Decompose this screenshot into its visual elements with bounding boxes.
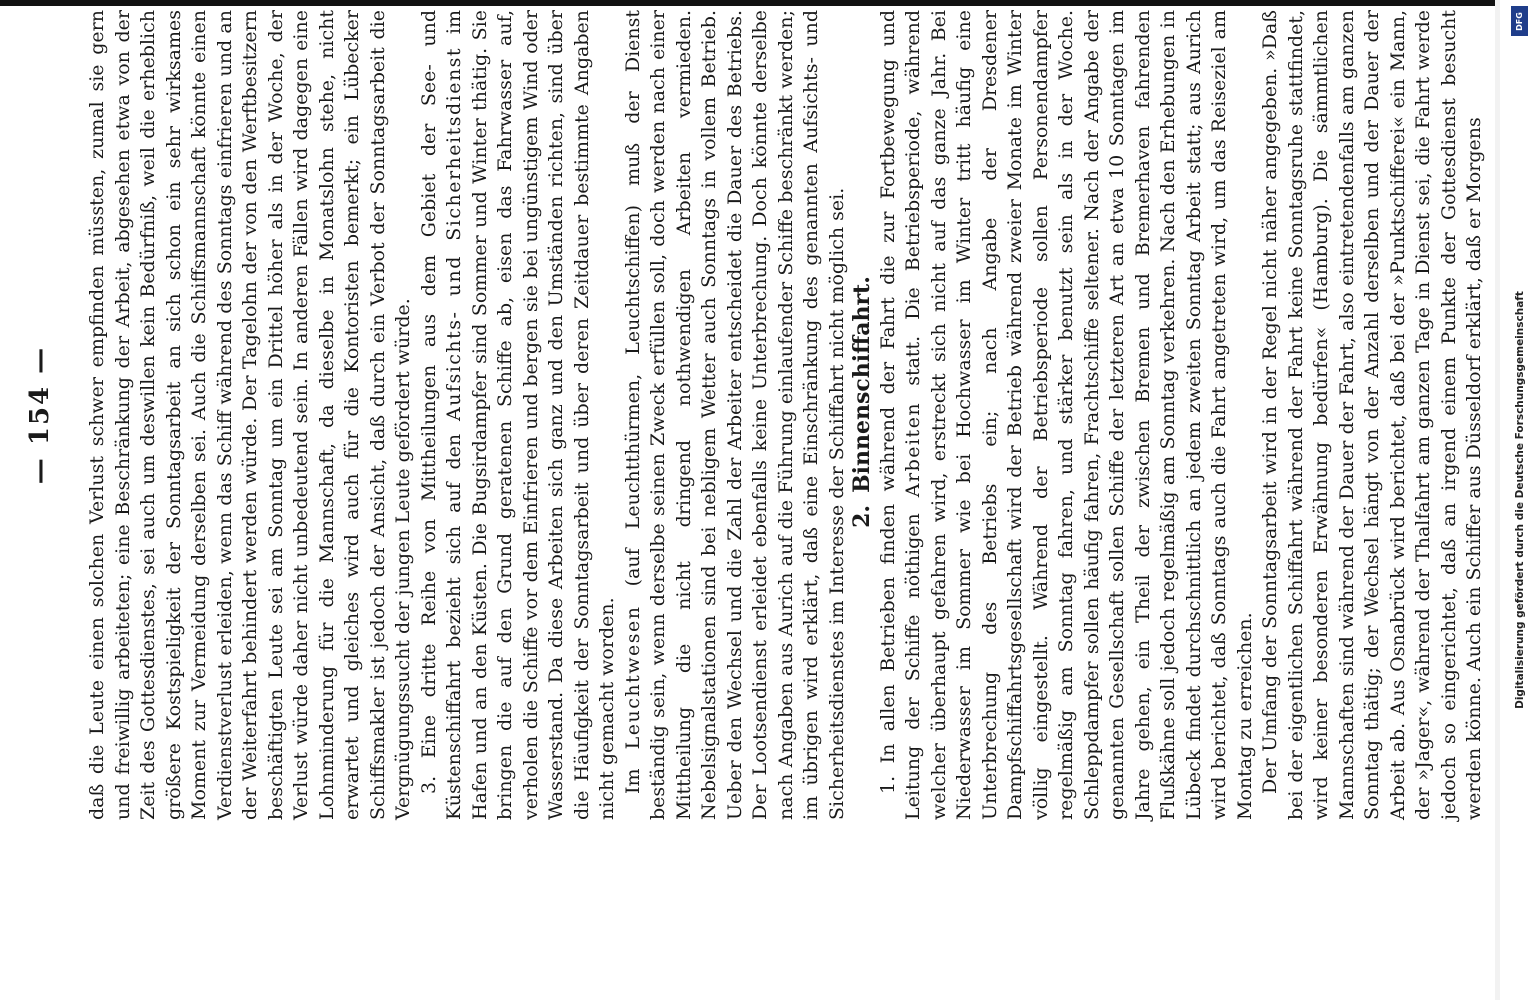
paragraph-text: Der Umfang der Sonntagsarbeit wird in der Regel nicht näher angegeben. »Daß bei der eigentlichen Schiffahrt während der Fahrt keine Sonntagsruhe stattfindet, wird keiner besonderen Erwähnung bedürfen« (Hamburg). Die sämmtlichen Mannschaften sind während der Dauer der Fahrt, also eintretendenfalls am ganzen Sonntag thätig; der Wechsel hängt von der Anzahl derselben und der Dauer der Arbeit ab. Aus Osnabrück wird berichtet, daß bei der »Punktschifferei« ein Mann, der »Jager«, während der Thalfahrt am ganzen Tage in Dienst sei, die Fahrt werde jedoch so eingerichtet, daß an irgend einem Punkte der Gottesdienst besucht werden könne. Auch ein Schiffer aus Düsseldorf erklärt, daß er Morgens bbox=[1259, 10, 1485, 820]
paragraph bbox=[85, 10, 417, 820]
paragraph-lead: 3. Eine dritte Reihe von Mittheilungen aus dem Gebiet der See- und Küstenschiffahrt bezieht sich auf den bbox=[417, 10, 465, 820]
section-title: Binnenschiffahrt. bbox=[849, 276, 875, 493]
paragraph bbox=[876, 10, 1259, 820]
paragraph-text: im Hafen und an den Küsten. Die Bugsirdampfer sind Sommer und Winter thätig. Sie bringen die auf den Grund geratenen Schiffe ab, eisen das Fahrwasser auf, verholen die Schiffe vor dem Einfrieren und bergen sie bei ungünstigem Wind oder Wasserstand. Da diese Arbeiten sich ganz und den Umständen richten, sind über die Häufigkeit der Sonntagsarbeit und über deren Zeitdauer bestimmte Angaben nicht gemacht worden. bbox=[443, 10, 618, 820]
paragraph-text: statt. Die Betriebsperiode, während welcher überhaupt gefahren wird, erstreckt sich nicht auf das ganze Jahr. Bei Niederwasser im Sommer wie bei Hochwasser im Winter tritt häufig eine Unterbrechung des Betriebs ein; nach Angabe der Dresdener Dampfschiffahrtsgesellschaft wird der Betrieb während zweier Monate im Winter völlig eingestellt. Während der Betriebsperiode sollen Personendampfer regelmäßig am Sonntag fahren, und stärker benutzt sein als in der Woche. Schleppdampfer sollen häufig fahren, Frachtschiffe seltener. Nach der Angabe der genannten Gesellschaft sollen Schiffe der letzteren Art an etwa 10 Sonntagen im Jahre gehen, ein Theil der zwischen Bremen und Bremerhaven fahrenden Flußkähne soll jedoch regelmäßig am Sonntag verkehren. Nach den Erhebungen in Lübeck findet durchschnittlich an jedem zweiten Sonntag Arbeit statt; aus Aurich wird berichtet, daß Sonntags auch die Fahrt angetreten wird, um das Reiseziel am Montag zu erreichen. bbox=[902, 10, 1256, 820]
section-heading bbox=[850, 10, 876, 820]
document-page bbox=[25, 9, 1485, 820]
section-number: 2. bbox=[849, 504, 875, 528]
dfg-logo-text: DFG bbox=[1515, 11, 1525, 31]
scan-edge-right bbox=[1495, 0, 1500, 1000]
paragraph bbox=[1258, 10, 1488, 820]
paragraph-lead: Im bbox=[621, 749, 644, 794]
dfg-logo bbox=[1511, 6, 1528, 36]
emphasized-term: Aufsichts- und Sicherheitsdienst bbox=[443, 46, 465, 422]
body-text bbox=[85, 10, 1488, 820]
paragraph bbox=[621, 10, 851, 820]
emphasized-term: Arbeiten bbox=[902, 401, 924, 498]
digitization-attribution: Digitalisierung gefördert durch die Deutsche Forschungsgemeinschaft bbox=[1514, 291, 1526, 709]
paragraph-text: (auf Leuchtthürmen, Leuchtschiffen) muß der Dienst beständig sein, wenn derselbe seinen Zweck erfüllen soll, doch werden nach einer Mittheilung die nicht dringend nothwendigen Arbeiten vermieden. Nebelsignalstationen sind bei nebligem Wetter auch Sonntags in vollem Betrieb. Ueber den Wechsel und die Zahl der Arbeiter entscheidet die Dauer des Betriebs. Der Lootsendienst erleidet ebenfalls keine Unterbrechung. Doch könnte derselbe nach Angaben aus Aurich auf die Führung einlaufender Schiffe beschränkt werden; im übrigen wird erklärt, daß eine Einschränkung des genannten Aufsichts- und Sicherheitsdienstes im Interesse der Schiffahrt nicht möglich sei. bbox=[621, 9, 848, 820]
page-number: — 154 — bbox=[25, 345, 55, 485]
paragraph-text: daß die Leute einen solchen Verlust schwer empfinden müssten, zumal sie gern und freiwillig arbeiteten; eine Beschränkung der Arbeit, abgesehen etwa von der Zeit des Gottesdienstes, sei auch um deswillen kein Bedürfniß, weil die erheblich größere Kostspieligkeit der Sonntagsarbeit an sich schon ein sehr wirksames Moment zur Vermeidung derselben sei. Auch die Schiffsmannschaft könnte einen Verdienstverlust erleiden, wenn das Schiff während des Sonntags einfrieren und an der Weiterfahrt behindert werden würde. Der Tagelohn der von den Werftbesitzern beschäftigten Leute sei am Sonntag um ein Drittel höher als in der Woche, der Verlust würde daher nicht unbedeutend sein. In anderen Fällen wird dagegen eine Lohnminderung für die Mannschaft, da dieselbe in Monatslohn stehe, nicht erwartet und gleiches wird auch für die Kontoristen bemerkt; ein Lübecker Schiffsmakler ist jedoch der Ansicht, daß durch ein Verbot der Sonntagsarbeit die Vergnügungssucht der jungen Leute gefördert würde. bbox=[86, 10, 414, 820]
paragraph bbox=[417, 10, 621, 820]
emphasized-term: Leuchtwesen bbox=[621, 605, 644, 750]
scan-edge-top bbox=[0, 0, 1500, 6]
paragraph-lead: 1. In allen Betrieben finden während der Fahrt die zur Fortbewegung und Leitung der Schiffe nöthigen bbox=[876, 10, 924, 820]
